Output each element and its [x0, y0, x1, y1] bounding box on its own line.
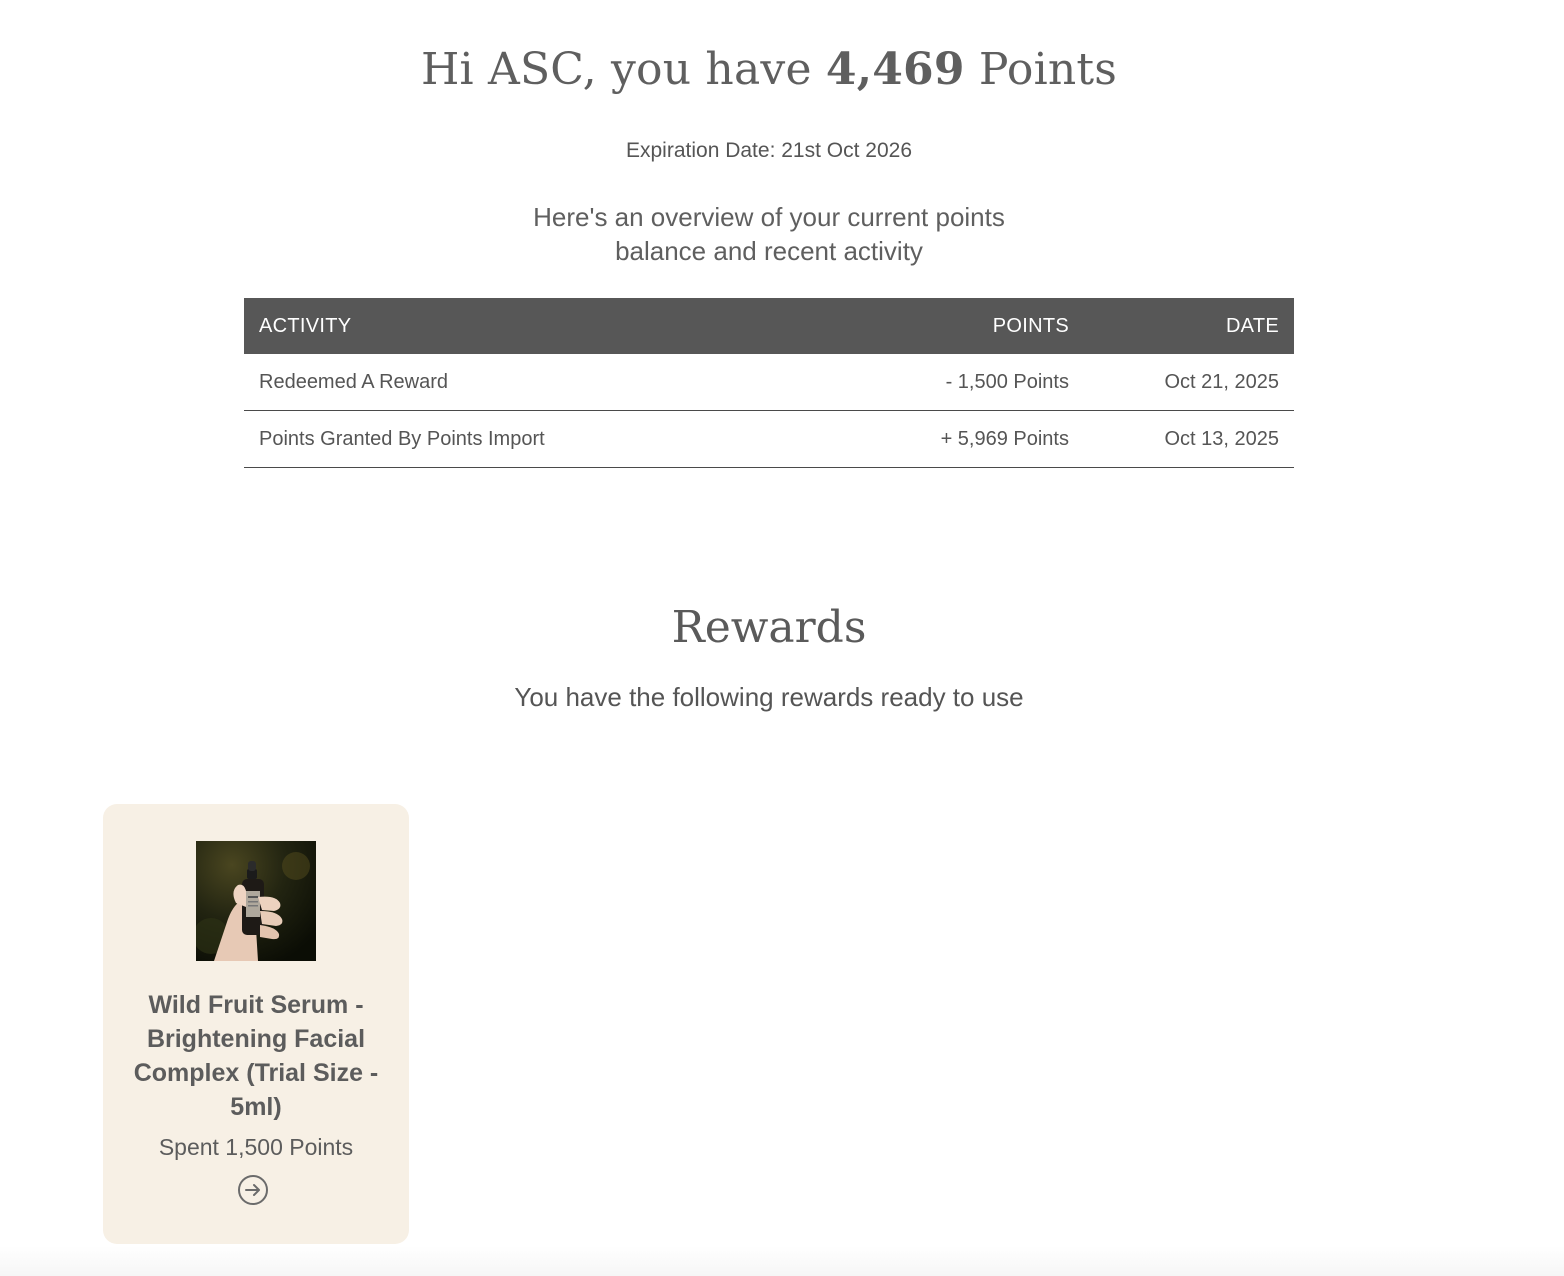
date-cell: Oct 13, 2025 — [1084, 411, 1294, 468]
activity-cell: Points Granted By Points Import — [244, 411, 834, 468]
points-cell: + 5,969 Points — [834, 411, 1084, 468]
table-row — [244, 411, 1294, 468]
points-greeting — [0, 40, 1538, 100]
header-activity: ACTIVITY — [259, 314, 352, 337]
header-points: POINTS — [992, 314, 1069, 337]
serum-bottle-illustration — [196, 841, 316, 961]
header-date: DATE — [1225, 314, 1279, 337]
activity-cell: Redeemed A Reward — [244, 354, 834, 411]
rewards-subtitle: You have the following rewards ready to use — [514, 682, 1024, 712]
serum-bottle-photo — [196, 841, 316, 961]
table-row — [244, 354, 1294, 411]
points-cell: - 1,500 Points — [834, 354, 1084, 411]
greeting-prefix: Hi ASC, you have — [420, 44, 812, 95]
date-cell: Oct 21, 2025 — [1084, 354, 1294, 411]
overview-line-1: Here's an overview of your current points — [533, 202, 1005, 232]
table-header-row — [244, 298, 1294, 354]
page-bottom-fade — [0, 1246, 1564, 1276]
reward-name: Wild Fruit Serum - Brightening Facial Complex (Trial Size - 5ml) — [133, 991, 379, 1121]
expiration-date: Expiration Date: 21st Oct 2026 — [626, 139, 912, 162]
activity-table — [244, 298, 1294, 468]
rewards-title: Rewards — [671, 602, 867, 653]
overview-text — [0, 200, 1538, 268]
reward-card[interactable] — [103, 804, 409, 1244]
arrow-right-circle-icon[interactable] — [237, 1174, 269, 1206]
points-balance: 4,469 — [825, 44, 965, 95]
overview-line-2: balance and recent activity — [615, 236, 923, 266]
greeting-suffix: Points — [978, 44, 1118, 95]
reward-spent-points: Spent 1,500 Points — [158, 1134, 354, 1160]
